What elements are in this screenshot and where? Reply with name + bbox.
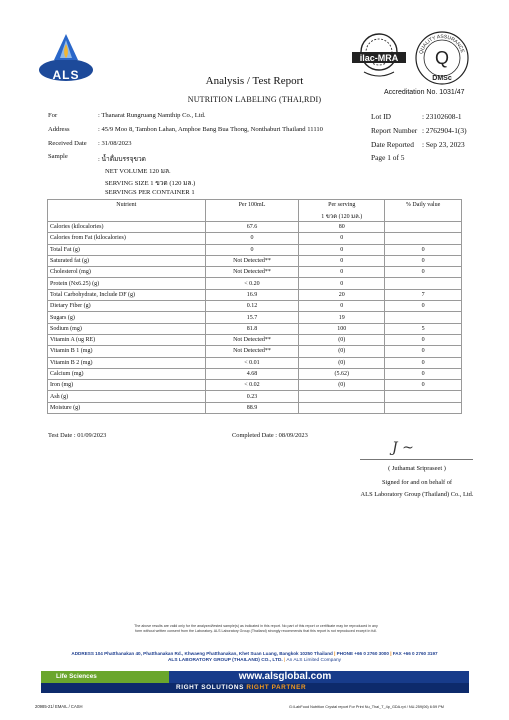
form-code: 20985-21/ EMAIL / CASH: [35, 704, 83, 709]
nutrient-cell: Protein (Nx6.25) (g): [48, 278, 206, 289]
daily-value-cell: [385, 222, 462, 233]
daily-value-cell: 0: [385, 368, 462, 379]
perserving-cell: 80: [299, 222, 385, 233]
per100-cell: 16.9: [205, 289, 299, 300]
nutrient-cell: Vitamin A (ug RE): [48, 334, 206, 345]
nutrient-cell: Moisture (g): [48, 402, 206, 413]
table-row: [48, 380, 462, 391]
daily-value-cell: 0: [385, 244, 462, 255]
per100-cell: 4.68: [205, 368, 299, 379]
per100-cell: 15.7: [205, 312, 299, 323]
net-volume: NET VOLUME 120 มล.: [105, 168, 171, 175]
per100-cell: < 0.01: [205, 357, 299, 368]
header-nutrient: Nutrient: [48, 200, 206, 222]
nutrient-cell: Iron (mg): [48, 380, 206, 391]
date-reported-value: : Sep 23, 2023: [422, 140, 465, 149]
report-title: Analysis / Test Report: [205, 75, 304, 87]
table-row: [48, 402, 462, 413]
daily-value-cell: 0: [385, 346, 462, 357]
website-link[interactable]: www.alsglobal.com: [238, 671, 332, 682]
table-row: [48, 368, 462, 379]
table-row: [48, 346, 462, 357]
nutrition-table: [47, 199, 462, 414]
table-row: [48, 222, 462, 233]
nutrient-cell: Sugars (g): [48, 312, 206, 323]
company-fax: FAX +66 0 2760 3197: [392, 651, 438, 656]
tagline-part-2: RIGHT PARTNER: [246, 684, 307, 691]
file-path: G:\LabFood Nutrition Crystal report For Print Nu_Thai_T_4p_GDA.rpt / NU-259(06) 6:59 PM: [289, 705, 444, 709]
perserving-cell: 0: [299, 233, 385, 244]
company-phone: PHONE +66 0 2760 3000: [336, 651, 389, 656]
page-indicator: Page 1 of 5: [371, 153, 405, 162]
table-row: [48, 289, 462, 300]
table-header-row: [48, 200, 462, 222]
perserving-cell: (0): [299, 357, 385, 368]
accreditation-number: Accreditation No. 1031/47: [384, 89, 465, 96]
nutrient-cell: Vitamin B 1 (mg): [48, 346, 206, 357]
daily-value-cell: 7: [385, 289, 462, 300]
per100-cell: < 0.20: [205, 278, 299, 289]
nutrition-table-body: [48, 222, 462, 414]
address-label: Address: [48, 126, 70, 133]
nutrient-cell: Calcium (mg): [48, 368, 206, 379]
test-date: Test Date : 01/09/2023: [48, 432, 107, 439]
per100-cell: 0.12: [205, 301, 299, 312]
perserving-cell: 19: [299, 312, 385, 323]
perserving-cell: (0): [299, 334, 385, 345]
servings-per-container: SERVINGS PER CONTAINER 1: [105, 189, 195, 196]
date-reported-label: Date Reported: [371, 140, 414, 149]
perserving-cell: (5.62): [299, 368, 385, 379]
per100-cell: 67.6: [205, 222, 299, 233]
nutrient-cell: Calories (kilocalories): [48, 222, 206, 233]
for-label: For: [48, 112, 58, 119]
header-per-serving: [299, 200, 385, 222]
nutrient-cell: Sodium (mg): [48, 323, 206, 334]
perserving-cell: [299, 402, 385, 413]
per100-cell: < 0.02: [205, 380, 299, 391]
per100-cell: 0: [205, 233, 299, 244]
dms-ring-text: QUALITY ASSURANCE: [418, 33, 466, 55]
ilac-text: ilac-MRA: [359, 53, 399, 63]
report-number-value: : 2762904-1(3): [422, 126, 467, 135]
per100-cell: Not Detected**: [205, 346, 299, 357]
daily-value-cell: [385, 402, 462, 413]
perserving-cell: 100: [299, 323, 385, 334]
dms-letter: Q: [434, 48, 450, 68]
als-logo-text: ALS: [52, 68, 80, 82]
completed-date: Completed Date : 08/09/2023: [232, 432, 308, 439]
lot-id-value: : 23102608-1: [422, 112, 462, 121]
daily-value-cell: 0: [385, 380, 462, 391]
perserving-cell: 20: [299, 289, 385, 300]
nutrient-cell: Vitamin B 2 (mg): [48, 357, 206, 368]
table-row: [48, 244, 462, 255]
daily-value-cell: [385, 391, 462, 402]
header-per-serving-sub: 1 ขวด (120 มล.): [321, 214, 363, 220]
signed-company: ALS Laboratory Group (Thailand) Co., Ltd.: [360, 491, 474, 498]
per100-cell: Not Detected**: [205, 255, 299, 266]
nutrient-cell: Dietary Fiber (g): [48, 301, 206, 312]
daily-value-cell: 0: [385, 255, 462, 266]
perserving-cell: (0): [299, 380, 385, 391]
per100-cell: 0: [205, 244, 299, 255]
report-number-label: Report Number: [371, 126, 418, 135]
signed-for: Signed for and on behalf of: [381, 479, 453, 486]
table-row: [48, 267, 462, 278]
disclaimer-line-2: form without written consent from the Laboratory. ALS Laboratory Group (Thailand) strongly recommends that this report is not reproduced except in full.: [135, 629, 377, 633]
company-name: ALS LABORATORY GROUP (THAILAND) CO., LTD.: [167, 658, 283, 663]
perserving-cell: 0: [299, 301, 385, 312]
table-row: [48, 357, 462, 368]
for-value: : Thanarat Rungruang Namthip Co., Ltd.: [98, 112, 206, 119]
table-row: [48, 278, 462, 289]
nutrient-cell: Ash (g): [48, 391, 206, 402]
nutrient-cell: Cholesterol (mg): [48, 267, 206, 278]
perserving-cell: 0: [299, 278, 385, 289]
perserving-cell: (0): [299, 346, 385, 357]
tagline: [176, 684, 306, 691]
daily-value-cell: 0: [385, 334, 462, 345]
serving-size: SERVING SIZE 1 ขวด (120 มล.): [105, 180, 196, 187]
nutrient-cell: Total Carbohydrate, Include DF (g): [48, 289, 206, 300]
table-row: [48, 323, 462, 334]
perserving-cell: 0: [299, 255, 385, 266]
table-row: [48, 255, 462, 266]
daily-value-cell: [385, 233, 462, 244]
perserving-cell: [299, 391, 385, 402]
table-row: [48, 334, 462, 345]
nutrient-cell: Total Fat (g): [48, 244, 206, 255]
signer-name: ( Juthamat Sripraseet ): [388, 465, 446, 472]
table-row: [48, 233, 462, 244]
received-date-label: Received Date: [48, 140, 87, 147]
company-line: ALS LABORATORY GROUP (THAILAND) CO., LTD. | An ALS Limited Company: [167, 658, 342, 663]
report-subtitle: NUTRITION LABELING (THAI,RDI): [187, 95, 322, 104]
nutrient-cell: Saturated fat (g): [48, 255, 206, 266]
per100-cell: 88.9: [205, 402, 299, 413]
per100-cell: 0.23: [205, 391, 299, 402]
signature-line: [360, 459, 473, 460]
address-line: ADDRESS 104 Phatthanakan 40, Phatthanakan Rd., Khwaeng Phatthanakan, Khet Suan Luang, Bangkok 10250 Thailand | PHONE +66 0 2760 3000 | FAX +66 0 2760 3197: [71, 651, 438, 656]
daily-value-cell: 0: [385, 301, 462, 312]
perserving-cell: 0: [299, 267, 385, 278]
table-row: [48, 301, 462, 312]
disclaimer: [70, 624, 442, 634]
header-daily-value: % Daily value: [385, 200, 462, 222]
disclaimer-line-1: The above results are valid only for the analyzed/tested sample(s) as indicated in this report. No part of this report or certificate may be reproduced in any: [134, 624, 378, 628]
tagline-part-1: RIGHT SOLUTIONS: [176, 684, 244, 691]
company-address: ADDRESS 104 Phatthanakan 40, Phatthanakan Rd., Khwaeng Phatthanakan, Khet Suan Luang, Bangkok 10250 Thailand: [71, 651, 333, 656]
nutrient-cell: Calories from Fat (kilocalories): [48, 233, 206, 244]
life-sciences-label: Life Sciences: [56, 673, 97, 680]
table-row: [48, 312, 462, 323]
daily-value-cell: 0: [385, 357, 462, 368]
signature: J ~: [392, 440, 414, 456]
per100-cell: Not Detected**: [205, 267, 299, 278]
header-per-serving-label: Per serving: [328, 202, 356, 208]
header-per-100ml: Per 100mL: [205, 200, 299, 222]
daily-value-cell: [385, 278, 462, 289]
sample-label: Sample: [48, 153, 68, 160]
address-value: : 45/9 Moo 8, Tambon Lahan, Amphoe Bang Bua Thong, Nonthaburi Thailand 11110: [98, 126, 323, 133]
per100-cell: Not Detected**: [205, 334, 299, 345]
lot-id-label: Lot ID: [371, 112, 391, 121]
daily-value-cell: [385, 312, 462, 323]
per100-cell: 81.8: [205, 323, 299, 334]
perserving-cell: 0: [299, 244, 385, 255]
table-row: [48, 391, 462, 402]
company-parent: An ALS Limited Company: [286, 658, 342, 663]
daily-value-cell: 5: [385, 323, 462, 334]
daily-value-cell: 0: [385, 267, 462, 278]
sample-value: : น้ำดื่มบรรจุขวด: [98, 156, 146, 163]
dms-text: DMSc: [432, 75, 452, 82]
received-date-value: : 31/08/2023: [98, 140, 132, 147]
